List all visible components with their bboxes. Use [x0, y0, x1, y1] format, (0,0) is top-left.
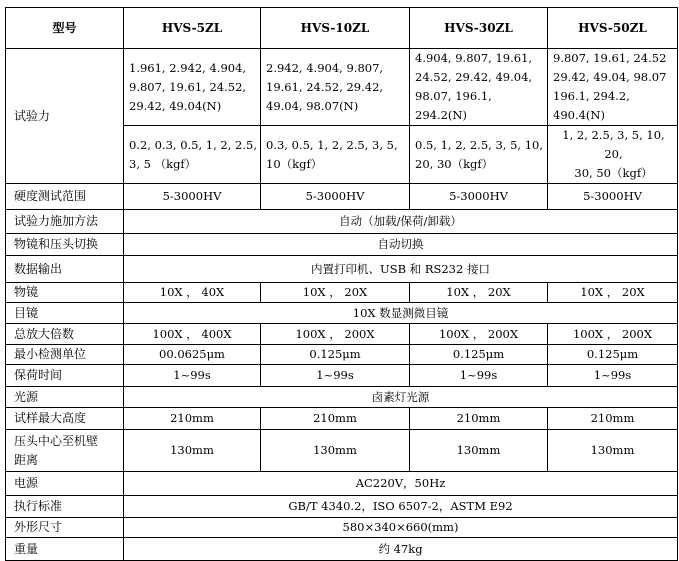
total-magnification-cell: 100X ， 200X: [261, 324, 410, 345]
throat-depth-row: [6, 430, 678, 472]
spec-table: [5, 7, 678, 561]
throat-depth-cell: 130mm: [548, 430, 678, 472]
light-source-label: 光源: [6, 387, 124, 408]
data-output-value: 内置打印机、USB 和 RS232 接口: [124, 256, 678, 283]
min-unit-cell: 0.125μm: [410, 345, 548, 365]
dwell-time-row: [6, 365, 678, 387]
objective-row: [6, 283, 678, 303]
hardness-range-cell: 5-3000HV: [261, 184, 410, 210]
eyepiece-value: 10X 数显测微目镜: [124, 303, 678, 324]
min-unit-cell: 0.125μm: [261, 345, 410, 365]
total-magnification-row: [6, 324, 678, 345]
force-method-label: 试验力施加方法: [6, 210, 124, 234]
objective-switch-value: 自动切换: [124, 234, 678, 256]
objective-cell: 10X ， 40X: [124, 283, 261, 303]
test-force-kgf-cell: 0.3, 0.5, 1, 2, 2.5, 3, 5, 10（kgf）: [261, 126, 410, 184]
standards-row: [6, 496, 678, 518]
hardness-range-label: 硬度测试范围: [6, 184, 124, 210]
dwell-time-label: 保荷时间: [6, 365, 124, 387]
weight-row: [6, 538, 678, 561]
max-height-cell: 210mm: [124, 408, 261, 430]
hardness-range-cell: 5-3000HV: [548, 184, 678, 210]
weight-label: 重量: [6, 538, 124, 561]
total-magnification-cell: 100X ， 400X: [124, 324, 261, 345]
weight-value: 约 47kg: [124, 538, 678, 561]
standards-value: GB/T 4340.2，ISO 6507-2，ASTM E92: [124, 496, 678, 518]
dimensions-row: [6, 518, 678, 538]
total-magnification-cell: 100X ， 200X: [548, 324, 678, 345]
min-unit-row: [6, 345, 678, 365]
min-unit-cell: 0.125μm: [548, 345, 678, 365]
dwell-time-cell: 1~99s: [410, 365, 548, 387]
test-force-newton-row: [6, 49, 678, 126]
model-name: HVS-50ZL: [548, 8, 678, 49]
objective-cell: 10X ， 20X: [261, 283, 410, 303]
hardness-range-row: [6, 184, 678, 210]
objective-cell: 10X ， 20X: [410, 283, 548, 303]
test-force-newton-cell: 9.807, 19.61, 24.52 29.42, 49.04, 98.07 196.1, 294.2, 490.4(N): [548, 49, 678, 126]
max-height-row: [6, 408, 678, 430]
light-source-row: [6, 387, 678, 408]
power-value: AC220V，50Hz: [124, 472, 678, 496]
objective-cell: 10X ， 20X: [548, 283, 678, 303]
throat-depth-cell: 130mm: [410, 430, 548, 472]
test-force-newton-cell: 4.904, 9.807, 19.61, 24.52, 29.42, 49.04, 98.07, 196.1, 294.2(N): [410, 49, 548, 126]
model-name: HVS-5ZL: [124, 8, 261, 49]
max-height-cell: 210mm: [261, 408, 410, 430]
total-magnification-cell: 100X ， 200X: [410, 324, 548, 345]
force-method-row: [6, 210, 678, 234]
test-force-kgf-cell: 0.2, 0.3, 0.5, 1, 2, 2.5, 3, 5 （kgf）: [124, 126, 261, 184]
throat-depth-label: 压头中心至机壁 距离: [6, 430, 124, 472]
objective-label: 物镜: [6, 283, 124, 303]
hardness-range-cell: 5-3000HV: [410, 184, 548, 210]
data-output-label: 数据输出: [6, 256, 124, 283]
force-method-value: 自动（加载/保荷/卸载）: [124, 210, 678, 234]
data-output-row: [6, 256, 678, 283]
test-force-label: 试验力: [6, 49, 124, 184]
eyepiece-row: [6, 303, 678, 324]
dimensions-label: 外形尺寸: [6, 518, 124, 538]
dimensions-value: 580×340×660(mm): [124, 518, 678, 538]
power-row: [6, 472, 678, 496]
max-height-cell: 210mm: [410, 408, 548, 430]
test-force-newton-cell: 2.942, 4.904, 9.807, 19.61, 24.52, 29.42, 49.04, 98.07(N): [261, 49, 410, 126]
min-unit-cell: 00.0625μm: [124, 345, 261, 365]
max-height-label: 试样最大高度: [6, 408, 124, 430]
model-header-label: 型号: [6, 8, 124, 49]
throat-depth-cell: 130mm: [124, 430, 261, 472]
objective-switch-row: [6, 234, 678, 256]
total-magnification-label: 总放大倍数: [6, 324, 124, 345]
max-height-cell: 210mm: [548, 408, 678, 430]
standards-label: 执行标准: [6, 496, 124, 518]
dwell-time-cell: 1~99s: [261, 365, 410, 387]
objective-switch-label: 物镜和压头切换: [6, 234, 124, 256]
dwell-time-cell: 1~99s: [124, 365, 261, 387]
eyepiece-label: 目镜: [6, 303, 124, 324]
dwell-time-cell: 1~99s: [548, 365, 678, 387]
hardness-range-cell: 5-3000HV: [124, 184, 261, 210]
min-unit-label: 最小检测单位: [6, 345, 124, 365]
header-row: [6, 8, 678, 49]
power-label: 电源: [6, 472, 124, 496]
throat-depth-cell: 130mm: [261, 430, 410, 472]
test-force-newton-cell: 1.961, 2.942, 4.904, 9.807, 19.61, 24.52, 29.42, 49.04(N): [124, 49, 261, 126]
test-force-kgf-cell: 1, 2, 2.5, 3, 5, 10, 20, 30, 50（kgf）: [548, 126, 678, 184]
model-name: HVS-10ZL: [261, 8, 410, 49]
model-name: HVS-30ZL: [410, 8, 548, 49]
light-source-value: 卤素灯光源: [124, 387, 678, 408]
test-force-kgf-cell: 0.5, 1, 2, 2.5, 3, 5, 10, 20, 30（kgf）: [410, 126, 548, 184]
